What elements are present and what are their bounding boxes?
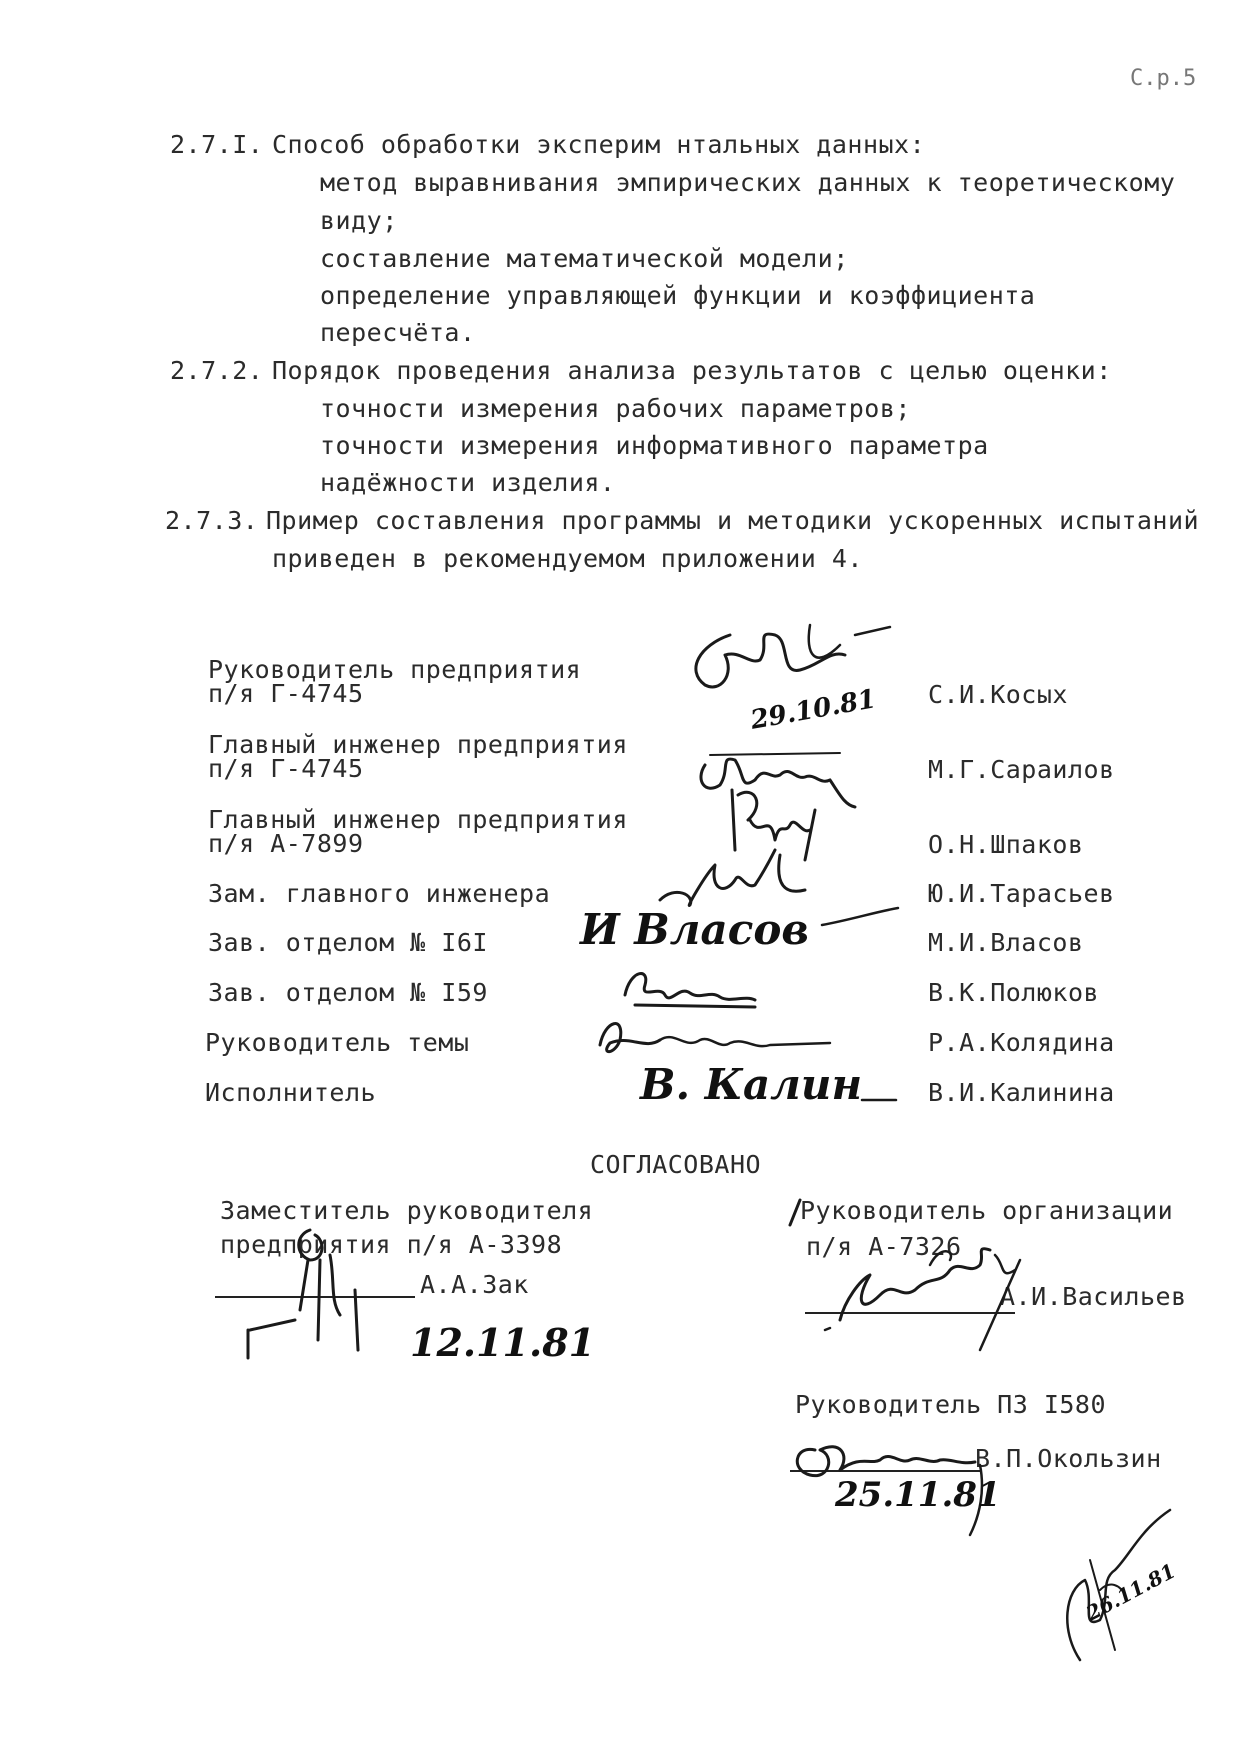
signature-underline	[860, 1090, 900, 1110]
section-item: пересчёта.	[320, 318, 476, 347]
section-item: виду;	[320, 206, 398, 235]
approval-bottom-name: В.П.Окользин	[975, 1444, 1162, 1473]
signatory-position: Главный инженер предприятия	[208, 730, 628, 759]
signatory-name: В.И.Калинина	[928, 1078, 1115, 1107]
approval-right-line2: п/я А-7326	[806, 1232, 962, 1261]
signatory-position: Руководитель предприятия	[208, 655, 582, 684]
approval-left-line1: Заместитель руководителя	[220, 1196, 594, 1225]
signatory-name: М.Г.Сараилов	[928, 755, 1115, 784]
signatory-position: Зам. главного инженера	[208, 879, 551, 908]
date-okolzin: 25.11.81	[835, 1475, 1001, 1515]
approval-left-line2: предприятия п/я А-3398	[220, 1230, 563, 1259]
signatory-position: Руководитель темы	[205, 1028, 470, 1057]
section-title: Способ обработки эксперим нтальных данных:	[272, 130, 926, 159]
section-number: 2.7.3.	[165, 506, 259, 535]
signature-underline	[820, 900, 900, 940]
section-item: метод выравнивания эмпирических данных к теоретическому	[320, 168, 1176, 197]
section-item: определение управляющей функции и коэффициента	[320, 281, 1036, 310]
section-number: 2.7.2.	[170, 356, 264, 385]
date-zak: 12.11.81	[410, 1320, 596, 1365]
approval-right-line1: Руководитель организации	[800, 1196, 1174, 1225]
section-title: Порядок проведения анализа результатов с целью оценки:	[272, 356, 1112, 385]
signature-vlasov: И Власов	[580, 905, 809, 954]
signatory-position: Зав. отделом № I59	[208, 978, 488, 1007]
signatory-name: Ю.И.Тарасьев	[928, 879, 1115, 908]
date-kosykh: 29.10.81	[748, 684, 879, 736]
section-item: приведен в рекомендуемом приложении 4.	[272, 544, 863, 573]
section-number: 2.7.I.	[170, 130, 264, 159]
page-number: С.р.5	[1130, 66, 1197, 91]
signature-zak	[240, 1220, 370, 1360]
signatory-name: В.К.Полюков	[928, 978, 1100, 1007]
approval-left-name: А.А.Зак	[420, 1270, 529, 1299]
signatory-name: С.И.Косых	[928, 680, 1068, 709]
signatory-name: Р.А.Колядина	[928, 1028, 1115, 1057]
section-title: Пример составления программы и методики ускоренных испытаний	[266, 506, 1200, 535]
signatory-name: М.И.Власов	[928, 928, 1084, 957]
signatory-org: п/я Г-4745	[208, 679, 364, 708]
signatory-position: Зав. отделом № I6I	[208, 928, 488, 957]
signature-kalinina: В. Калин	[640, 1060, 863, 1109]
approval-bottom-line1: Руководитель ПЗ I580	[795, 1390, 1107, 1419]
section-item: точности измерения рабочих параметров;	[320, 394, 911, 423]
signatory-org: п/я Г-4745	[208, 754, 364, 783]
section-item: надёжности изделия.	[320, 468, 616, 497]
section-item: точности измерения информативного параметра	[320, 431, 989, 460]
section-item: составление математической модели;	[320, 244, 849, 273]
approval-right-name: А.И.Васильев	[1000, 1282, 1187, 1311]
date-final: 26.11.81	[1082, 1558, 1180, 1626]
signatory-position: Главный инженер предприятия	[208, 805, 628, 834]
signature-vasilyev	[780, 1190, 1060, 1350]
signatory-position: Исполнитель	[205, 1078, 377, 1107]
signatory-name: О.Н.Шпаков	[928, 830, 1084, 859]
approval-heading: СОГЛАСОВАНО	[590, 1150, 762, 1179]
signatory-org: п/я А-7899	[208, 829, 364, 858]
